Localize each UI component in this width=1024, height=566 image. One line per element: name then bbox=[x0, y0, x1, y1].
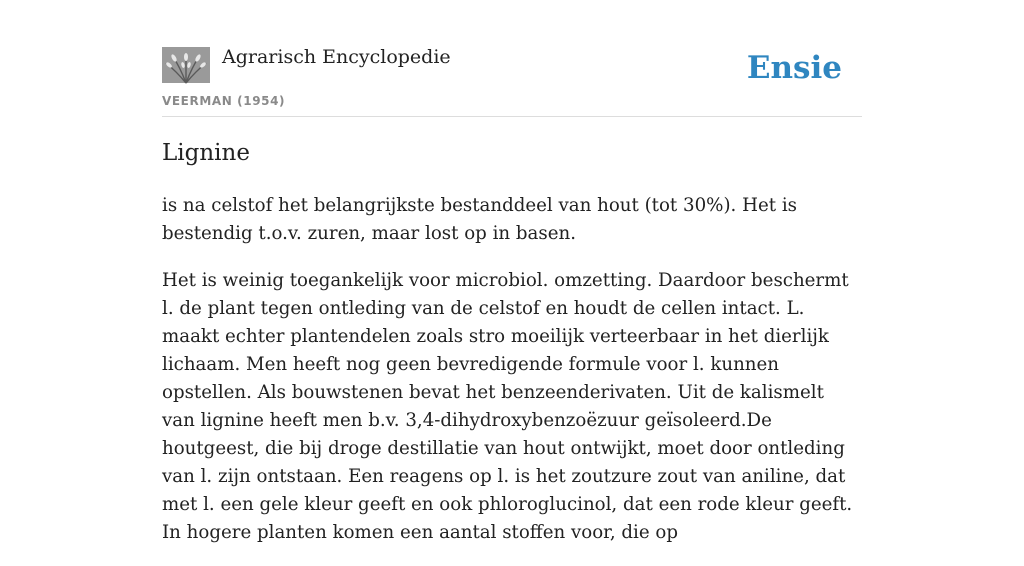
wheat-ears-icon[interactable] bbox=[162, 47, 210, 83]
brand-logo[interactable]: Ensie bbox=[746, 50, 842, 86]
source-title[interactable]: Agrarisch Encyclopedie bbox=[222, 46, 451, 68]
source-author: VEERMAN (1954) bbox=[162, 94, 286, 108]
entry-paragraph: Het is weinig toegankelijk voor microbiol. omzetting. Daardoor beschermt l. de plant tegen ontleding van de celstof en houdt de cellen intact. L. maakt echter plantendelen zoals stro moeilijk verteerbaar in het dierlijk lichaam. Men heeft nog geen bevredigende formule voor l. kunnen opstellen. Als bouwstenen bevat het benzeenderivaten. Uit de kalismelt van lignine heeft men b.v. 3,4-dihydroxybenzoëzuur geïsoleerd.De houtgeest, die bij droge destillatie van hout ontwijkt, moet door ontleding van l. zijn ontstaan. Een reagens op l. is het zoutzure zout van aniline, dat met l. een gele kleur geeft en ook phloroglucinol, dat een rode kleur geeft. In hogere planten komen een aantal stoffen voor, die op bbox=[162, 270, 853, 543]
entry-headword: Lignine bbox=[162, 140, 250, 166]
entry-body bbox=[162, 192, 862, 566]
source-header bbox=[162, 0, 862, 117]
page-container bbox=[162, 0, 862, 543]
entry-paragraph: is na celstof het belangrijkste bestanddeel van hout (tot 30%). Het is bestendig t.o.v. zuren, maar lost op in basen. bbox=[162, 195, 797, 244]
